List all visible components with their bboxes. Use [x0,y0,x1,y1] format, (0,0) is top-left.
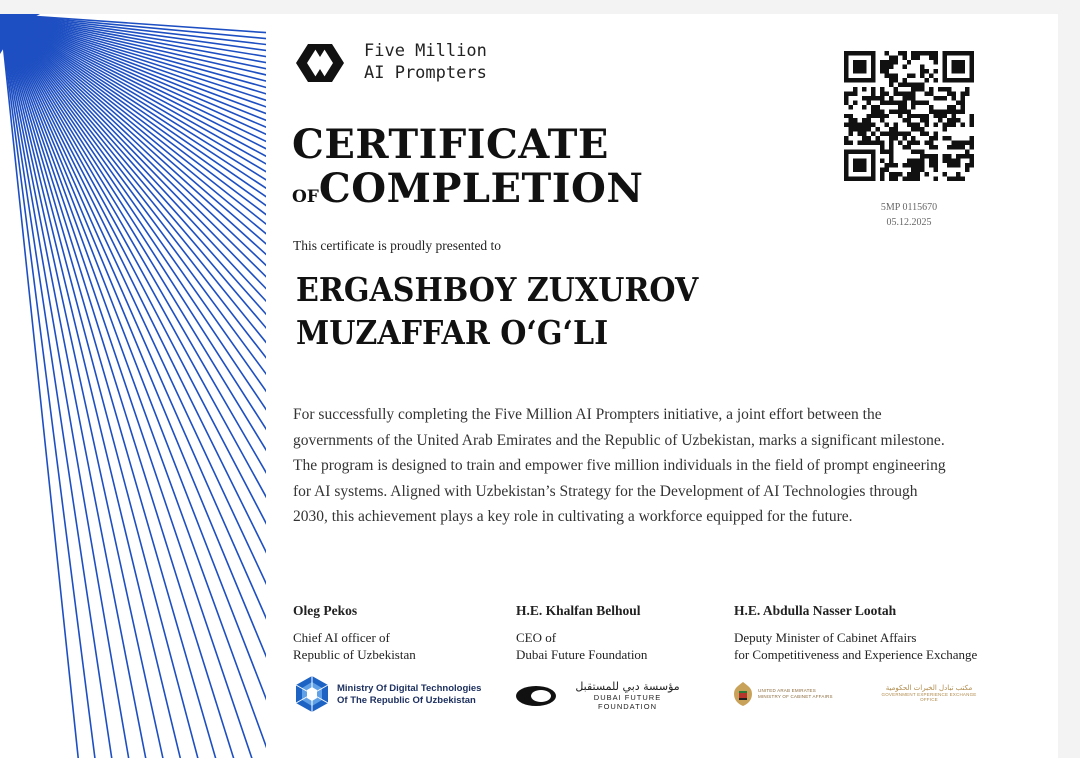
geeo-arabic: مكتب تبادل الخبرات الحكومية [885,684,973,692]
certificate-page [0,14,1058,758]
certificate-title-line-1: CERTIFICATE [292,121,609,168]
geeo-logo [872,684,986,702]
signatory-role-line-2: Dubai Future Foundation [516,647,648,662]
signatory-2 [516,602,647,663]
dff-arabic: مؤسسة دبي للمستقبل [575,680,680,693]
uae-line-2: MINISTRY OF CABINET AFFAIRS [758,694,833,699]
signatory-role-line-1: Chief AI officer of [293,630,390,645]
certificate-body-text: For successfully completing the Five Million AI Prompters initiative, a joint effort between the governments of the United Arab Emirates and the Republic of Uzbekistan, marks a significant milestone. The program is designed to train and empower five million individuals in the field of prompt engineering for AI systems. Aligned with Uzbekistan’s Strategy for the Development of AI Technologies through 2030, this achievement plays a key role in cultivating a workforce equipped for the future. [293,406,946,525]
dubai-future-foundation-logo-icon [515,685,557,707]
signatory-role-line-2: Republic of Uzbekistan [293,647,416,662]
geeo-english: GOVERNMENT EXPERIENCE EXCHANGE OFFICE [881,692,977,702]
brand-line-1: Five Million [364,41,487,61]
certificate-title-line-2 [292,165,643,221]
signatory-name: H.E. Khalfan Belhoul [516,603,641,618]
ministry-line-1: Ministry Of Digital Technologies [337,683,482,694]
uae-emblem-icon [732,680,754,708]
qr-code[interactable] [844,51,974,181]
title-of: OF [292,187,319,207]
certificate-meta [846,200,972,230]
dubai-future-foundation-text [565,680,690,711]
certificate-id: 5MP 0115670 [880,202,938,213]
signatory-name: Oleg Pekos [293,603,358,618]
recipient-name [296,268,698,354]
uae-cabinet-text [758,688,833,700]
ministry-line-2: Of The Republic Of Uzbekistan [337,695,476,706]
recipient-name-line-1: ERGASHBOY ZUXUROV [296,270,699,309]
decorative-blue-rays [0,14,266,758]
signatory-1 [293,602,416,663]
recipient-name-line-2: MUZAFFAR O‘G‘LI [296,313,609,352]
brand-line-2: AI Prompters [364,63,487,83]
ministry-digital-tech-text [337,683,481,707]
uae-line-1: UNITED ARAB EMIRATES [758,688,816,693]
signatory-role-line-1: Deputy Minister of Cabinet Affairs [734,630,917,645]
signatory-3 [734,602,977,663]
signatory-name: H.E. Abdulla Nasser Lootah [734,603,897,618]
certificate-date: 05.12.2025 [886,217,932,228]
presented-to-text: This certificate is proudly presented to [293,238,502,253]
ministry-digital-tech-logo-icon [292,674,332,714]
brand-name [364,40,487,84]
title-completion: COMPLETION [318,165,644,212]
signatory-role-line-1: CEO of [516,630,557,645]
dff-english: DUBAI FUTURE FOUNDATION [593,693,662,711]
signatory-role-line-2: for Competitiveness and Experience Exchange [734,647,978,662]
five-million-logo-icon [292,40,348,86]
